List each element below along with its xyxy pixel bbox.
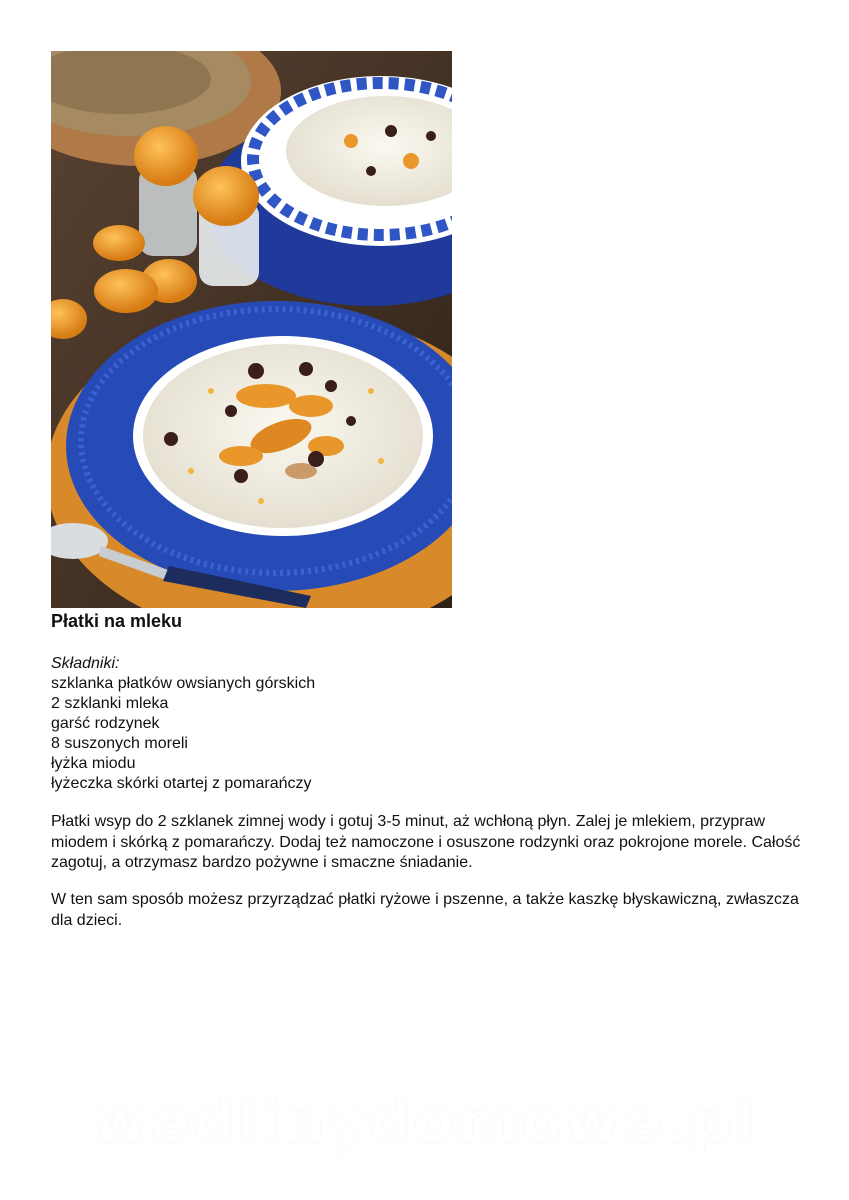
porridge-photo-illustration [51,51,452,608]
ingredient-item: łyżeczka skórki otartej z pomarańczy [51,775,312,792]
ingredients-heading: Składniki: [51,655,120,672]
recipe-title: Płatki na mleku [51,611,183,631]
ingredient-item: 8 suszonych moreli [51,735,188,752]
instructions-paragraph: Płatki wsyp do 2 szklanek zimnej wody i gotuj 3-5 minut, aż wchłoną płyn. Zalej je mlekiem, przypraw miodem i skórką z pomarańczy. Dodaj też namoczone i osuszone rodzynki oraz pokrojone morele. Całość zagotuj, a otrzymasz bardzo pożywne i smaczne śniadanie. [51,813,801,871]
ingredient-item: garść rodzynek [51,715,160,732]
recipe-photo [51,51,452,608]
site-watermark: wedlinydomowe.pl [92,1087,757,1157]
ingredient-item: 2 szklanki mleka [51,695,169,712]
ingredient-item: szklanka płatków owsianych górskich [51,675,316,692]
ingredient-item: łyżka miodu [51,755,136,772]
tip-paragraph: W ten sam sposób możesz przyrządzać płatki ryżowe i pszenne, a także kaszkę błyskawiczną, zwłaszcza dla dzieci. [51,891,799,929]
ingredients-list [51,674,315,794]
